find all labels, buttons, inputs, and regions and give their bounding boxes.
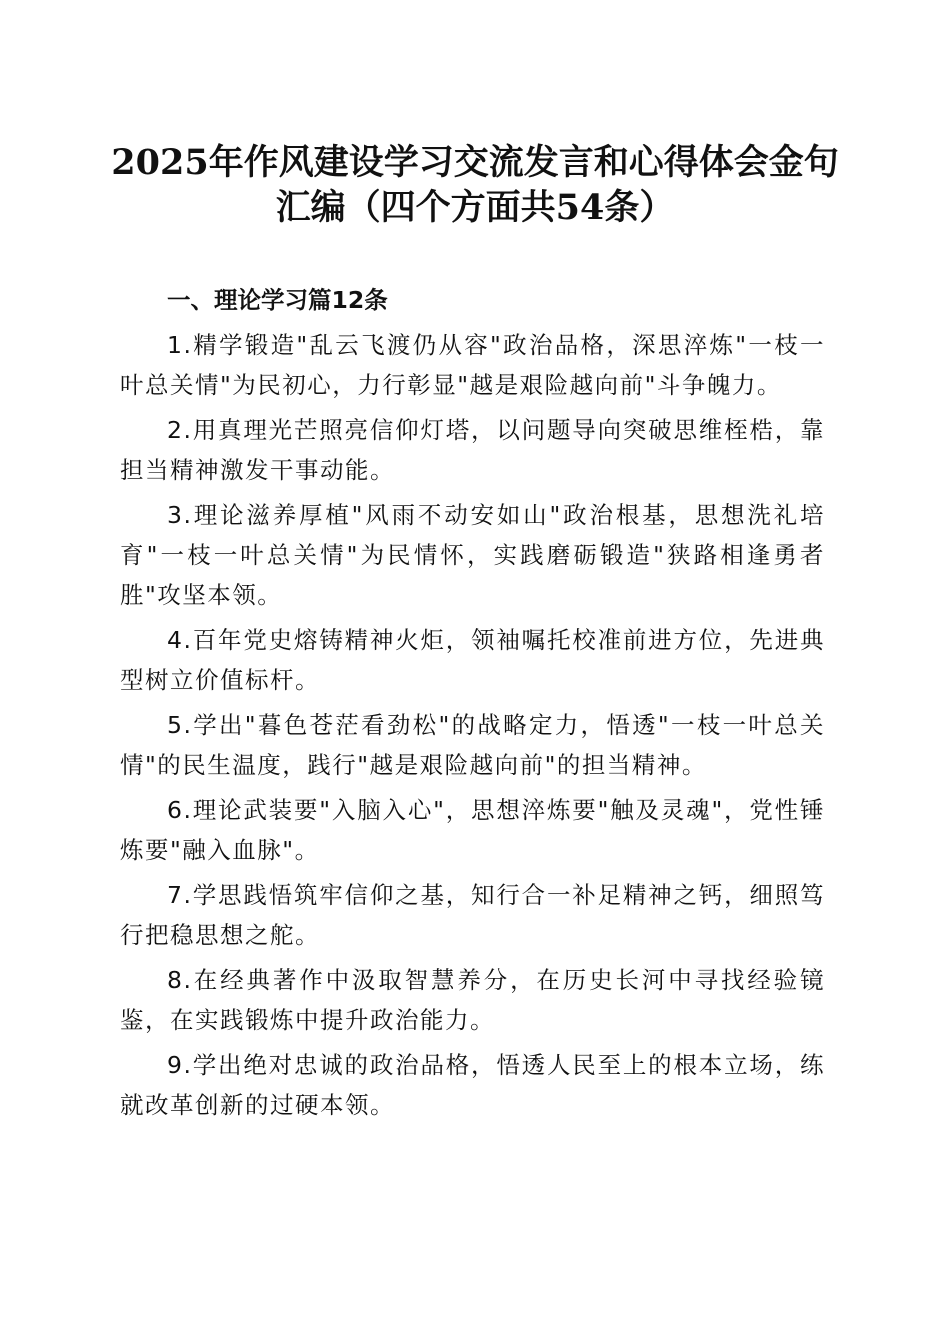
paragraph-7: 7.学思践悟筑牢信仰之基，知行合一补足精神之钙，细照笃行把稳思想之舵。 (120, 881, 825, 949)
document-body (120, 280, 825, 1130)
section-heading: 一、理论学习篇12条 (167, 286, 388, 314)
document-title: 2025年作风建设学习交流发言和心得体会金句汇编（四个方面共54条） (111, 142, 839, 228)
paragraph-1: 1.精学锻造"乱云飞渡仍从容"政治品格，深思淬炼"一枝一叶总关情"为民初心，力行彰显"越是艰险越向前"斗争魄力。 (120, 331, 825, 399)
paragraph-9: 9.学出绝对忠诚的政治品格，悟透人民至上的根本立场，练就改革创新的过硬本领。 (120, 1051, 825, 1119)
paragraph-2: 2.用真理光芒照亮信仰灯塔，以问题导向突破思维桎梏，靠担当精神激发干事动能。 (120, 416, 825, 484)
paragraph-6: 6.理论武装要"入脑入心"，思想淬炼要"触及灵魂"，党性锤炼要"融入血脉"。 (120, 796, 825, 864)
paragraph-5: 5.学出"暮色苍茫看劲松"的战略定力，悟透"一枝一叶总关情"的民生温度，践行"越是艰险越向前"的担当精神。 (120, 711, 825, 779)
paragraph-8: 8.在经典著作中汲取智慧养分，在历史长河中寻找经验镜鉴，在实践锻炼中提升政治能力。 (120, 966, 825, 1034)
paragraph-4: 4.百年党史熔铸精神火炬，领袖嘱托校准前进方位，先进典型树立价值标杆。 (120, 626, 825, 694)
paragraph-3: 3.理论滋养厚植"风雨不动安如山"政治根基，思想洗礼培育"一枝一叶总关情"为民情怀，实践磨砺锻造"狭路相逢勇者胜"攻坚本领。 (120, 501, 825, 609)
